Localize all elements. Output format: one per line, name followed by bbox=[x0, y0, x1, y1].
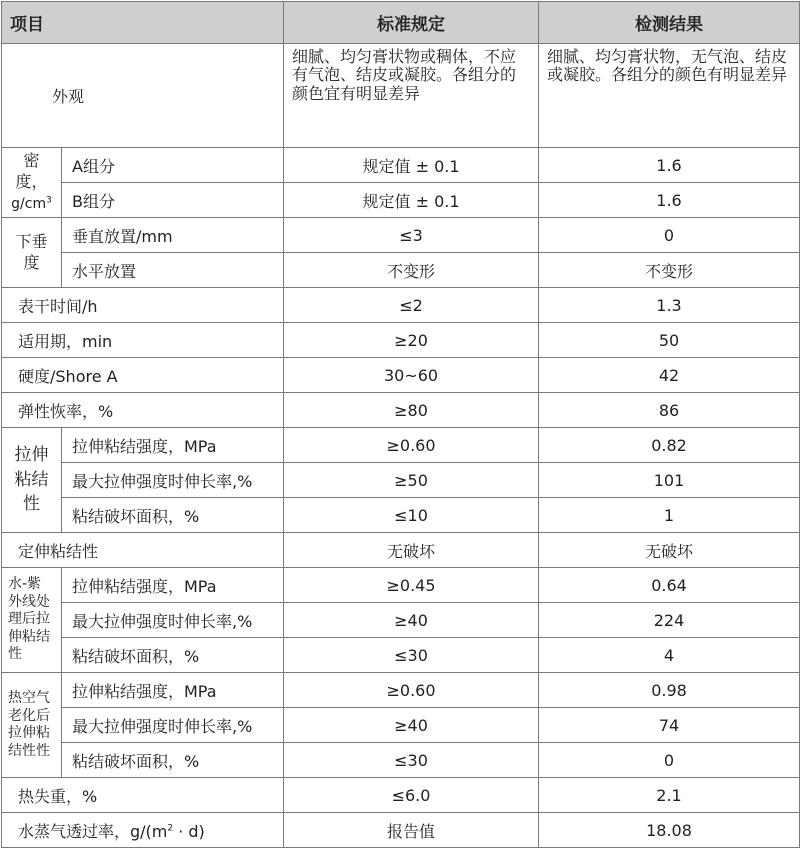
row-fixed-extension bbox=[2, 533, 800, 568]
fixed-extension-label: 定伸粘结性 bbox=[2, 533, 284, 568]
heat-elongation-standard: ≥40 bbox=[284, 708, 539, 743]
sag-horizontal-label: 水平放置 bbox=[62, 253, 284, 288]
density-unit bbox=[11, 196, 52, 212]
heat-loss-label: 热失重，% bbox=[2, 778, 284, 813]
row-tensile-elongation bbox=[2, 463, 800, 498]
sag-horizontal-result: 不变形 bbox=[539, 253, 800, 288]
pot-life-label: 适用期，min bbox=[2, 323, 284, 358]
row-elastic-recovery bbox=[2, 393, 800, 428]
vapor-label bbox=[2, 813, 284, 848]
row-heat-loss bbox=[2, 778, 800, 813]
row-sag-horizontal bbox=[2, 253, 800, 288]
row-uv-failure bbox=[2, 638, 800, 673]
density-a-standard: 规定值 ± 0.1 bbox=[284, 148, 539, 183]
surface-dry-standard: ≤2 bbox=[284, 288, 539, 323]
row-pot-life bbox=[2, 323, 800, 358]
vapor-label-pre: 水蒸气透过率，g/(m bbox=[18, 821, 168, 841]
header-standard: 标准规定 bbox=[284, 2, 539, 44]
uv-elongation-result: 224 bbox=[539, 603, 800, 638]
elastic-recovery-result: 86 bbox=[539, 393, 800, 428]
surface-dry-result: 1.3 bbox=[539, 288, 800, 323]
vapor-label-sup: 2 bbox=[167, 823, 174, 834]
heat-elongation-result: 74 bbox=[539, 708, 800, 743]
appearance-result: 细腻、均匀膏状物，无气泡、结皮或凝胶。各组分的颜色有明显差异 bbox=[539, 44, 800, 148]
sag-vertical-standard: ≤3 bbox=[284, 218, 539, 253]
row-uv-elongation bbox=[2, 603, 800, 638]
row-vapor bbox=[2, 813, 800, 848]
pot-life-standard: ≥20 bbox=[284, 323, 539, 358]
density-b-standard: 规定值 ± 0.1 bbox=[284, 183, 539, 218]
surface-dry-label: 表干时间/h bbox=[2, 288, 284, 323]
row-sag-vertical bbox=[2, 218, 800, 253]
header-item: 项目 bbox=[2, 2, 284, 44]
heat-failure-standard: ≤30 bbox=[284, 743, 539, 778]
uv-elongation-label: 最大拉伸强度时伸长率,% bbox=[62, 603, 284, 638]
sag-vertical-label: 垂直放置/mm bbox=[62, 218, 284, 253]
tensile-strength-standard: ≥0.60 bbox=[284, 428, 539, 463]
tensile-failure-label: 粘结破坏面积，% bbox=[62, 498, 284, 533]
appearance-standard: 细腻、均匀膏状物或稠体，不应有气泡、结皮或凝胶。各组分的颜色宜有明显差异 bbox=[284, 44, 539, 148]
density-a-label: A组分 bbox=[62, 148, 284, 183]
density-group bbox=[2, 148, 62, 218]
row-heat-failure bbox=[2, 743, 800, 778]
tensile-elongation-standard: ≥50 bbox=[284, 463, 539, 498]
tensile-failure-standard: ≤10 bbox=[284, 498, 539, 533]
uv-group-label: 水-紫外线处理后拉伸粘结性 bbox=[2, 568, 62, 673]
row-tensile-strength bbox=[2, 428, 800, 463]
row-heat-elongation bbox=[2, 708, 800, 743]
tensile-group-label: 拉伸粘结性 bbox=[2, 428, 62, 533]
tensile-elongation-result: 101 bbox=[539, 463, 800, 498]
fixed-extension-standard: 无破坏 bbox=[284, 533, 539, 568]
density-a-result: 1.6 bbox=[539, 148, 800, 183]
uv-failure-label: 粘结破坏面积，% bbox=[62, 638, 284, 673]
tensile-strength-result: 0.82 bbox=[539, 428, 800, 463]
heat-failure-label: 粘结破坏面积，% bbox=[62, 743, 284, 778]
vapor-label-post: · d) bbox=[173, 821, 205, 841]
density-group-label: 密度， bbox=[15, 151, 48, 192]
heat-strength-label: 拉伸粘结强度，MPa bbox=[62, 673, 284, 708]
hardness-standard: 30~60 bbox=[284, 358, 539, 393]
header-result: 检测结果 bbox=[539, 2, 800, 44]
heat-loss-standard: ≤6.0 bbox=[284, 778, 539, 813]
sag-group-label: 下垂度 bbox=[2, 218, 62, 288]
row-appearance bbox=[2, 44, 800, 148]
uv-strength-standard: ≥0.45 bbox=[284, 568, 539, 603]
vapor-result: 18.08 bbox=[539, 813, 800, 848]
heat-group-label: 热空气老化后拉伸粘结性性 bbox=[2, 673, 62, 778]
uv-strength-label: 拉伸粘结强度，MPa bbox=[62, 568, 284, 603]
density-b-label: B组分 bbox=[62, 183, 284, 218]
density-unit-sup: 3 bbox=[46, 195, 52, 206]
appearance-label: 外观 bbox=[2, 44, 284, 148]
density-unit-base: g/cm bbox=[11, 195, 47, 212]
test-results-table bbox=[1, 1, 800, 848]
row-density-a bbox=[2, 148, 800, 183]
vapor-standard: 报告值 bbox=[284, 813, 539, 848]
row-surface-dry bbox=[2, 288, 800, 323]
hardness-result: 42 bbox=[539, 358, 800, 393]
sag-horizontal-standard: 不变形 bbox=[284, 253, 539, 288]
row-heat-strength bbox=[2, 673, 800, 708]
heat-strength-result: 0.98 bbox=[539, 673, 800, 708]
uv-elongation-standard: ≥40 bbox=[284, 603, 539, 638]
heat-strength-standard: ≥0.60 bbox=[284, 673, 539, 708]
row-density-b bbox=[2, 183, 800, 218]
row-tensile-failure bbox=[2, 498, 800, 533]
row-hardness bbox=[2, 358, 800, 393]
heat-loss-result: 2.1 bbox=[539, 778, 800, 813]
header-row bbox=[2, 2, 800, 44]
elastic-recovery-label: 弹性恢率，% bbox=[2, 393, 284, 428]
tensile-strength-label: 拉伸粘结强度，MPa bbox=[62, 428, 284, 463]
heat-elongation-label: 最大拉伸强度时伸长率,% bbox=[62, 708, 284, 743]
uv-failure-result: 4 bbox=[539, 638, 800, 673]
uv-failure-standard: ≤30 bbox=[284, 638, 539, 673]
hardness-label: 硬度/Shore A bbox=[2, 358, 284, 393]
row-uv-strength bbox=[2, 568, 800, 603]
pot-life-result: 50 bbox=[539, 323, 800, 358]
fixed-extension-result: 无破坏 bbox=[539, 533, 800, 568]
uv-strength-result: 0.64 bbox=[539, 568, 800, 603]
elastic-recovery-standard: ≥80 bbox=[284, 393, 539, 428]
tensile-failure-result: 1 bbox=[539, 498, 800, 533]
density-b-result: 1.6 bbox=[539, 183, 800, 218]
tensile-elongation-label: 最大拉伸强度时伸长率,% bbox=[62, 463, 284, 498]
heat-failure-result: 0 bbox=[539, 743, 800, 778]
sag-vertical-result: 0 bbox=[539, 218, 800, 253]
